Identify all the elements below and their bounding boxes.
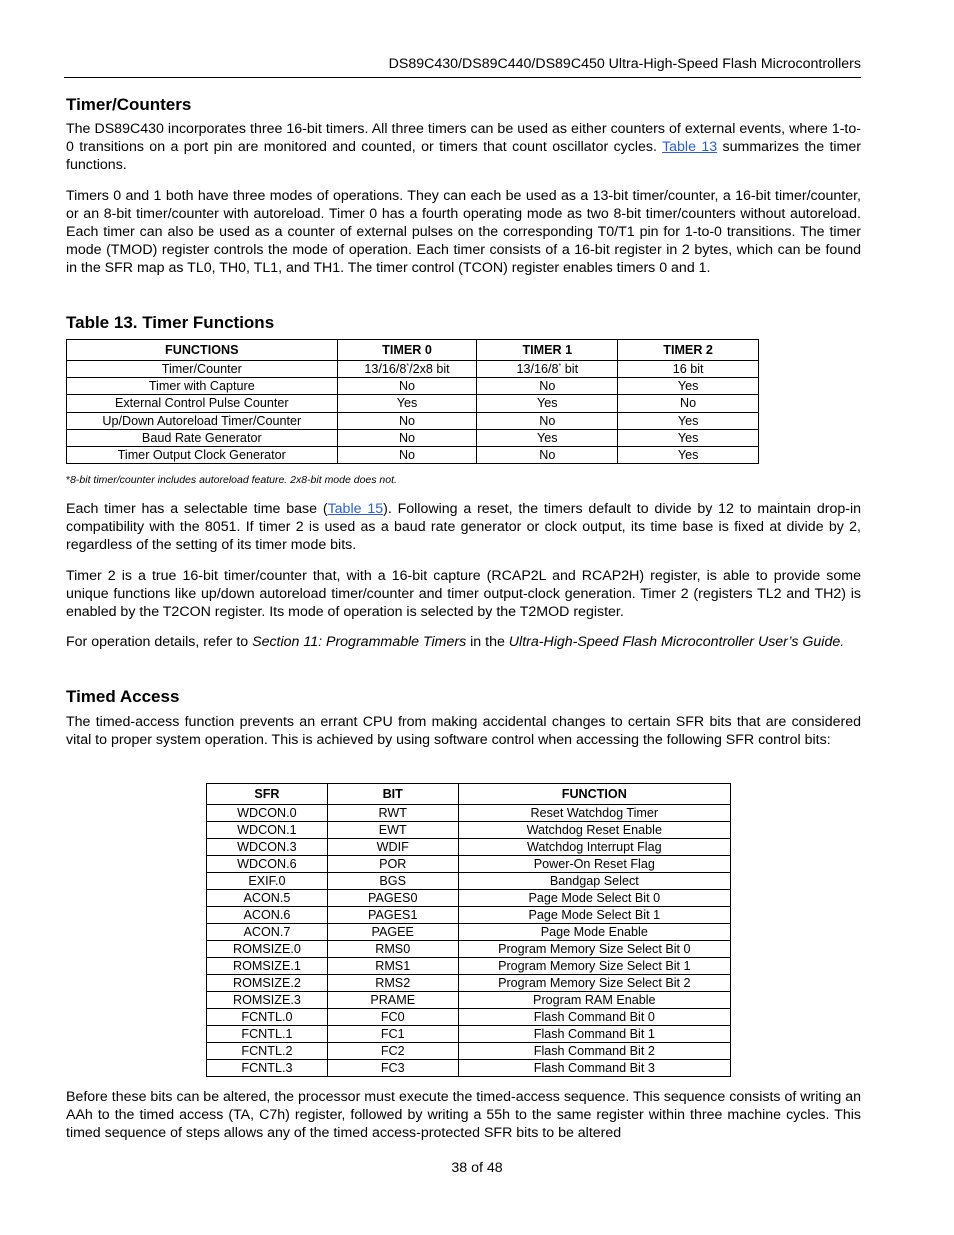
table-cell: Program RAM Enable (458, 992, 730, 1009)
table-cell: Timer/Counter (67, 361, 338, 378)
table-cell: EWT (327, 822, 458, 839)
timer-intro-paragraph (66, 120, 861, 174)
table-row (67, 446, 759, 463)
table-cell: BGS (327, 873, 458, 890)
table-cell: Program Memory Size Select Bit 2 (458, 975, 730, 992)
guide-reference: Ultra-High-Speed Flash Microcontroller User’s Guide. (508, 634, 845, 650)
table-cell: Flash Command Bit 1 (458, 1026, 730, 1043)
table-cell: Bandgap Select (458, 873, 730, 890)
cell-text: 13/16/8 (516, 362, 559, 377)
table-cell: Yes (477, 429, 618, 446)
operation-details-paragraph (66, 633, 861, 651)
section-reference: Section 11: Programmable Timers (252, 634, 467, 650)
table-cell: Page Mode Enable (458, 924, 730, 941)
table-row (207, 992, 731, 1009)
table-row (67, 378, 759, 395)
table-footnote (66, 474, 397, 486)
table-cell: Program Memory Size Select Bit 1 (458, 958, 730, 975)
table-cell: No (618, 395, 759, 412)
table-13-link[interactable]: Table 13 (662, 139, 718, 155)
timer2-paragraph: Timer 2 is a true 16-bit timer/counter that, with a 16-bit capture (RCAP2L and RCAP2H) register, is able to provide some unique functions like up/down autoreload timer/counter and timer output-clock generation. Timer 2 (registers TL2 and TH2) is enabled by the T2CON register. Its mode of operation is selected by the T2MOD register. (66, 568, 861, 620)
table-row (207, 873, 731, 890)
table-15-link[interactable]: Table 15 (327, 501, 384, 517)
table-row (207, 1026, 731, 1043)
table-cell: FC1 (327, 1026, 458, 1043)
table-cell: No (477, 378, 618, 395)
table-row (207, 890, 731, 907)
table-cell: Flash Command Bit 0 (458, 1009, 730, 1026)
table-row (67, 429, 759, 446)
table-cell: WDCON.0 (207, 805, 328, 822)
table-cell: No (337, 446, 477, 463)
timed-access-sequence-paragraph: Before these bits can be altered, the processor must execute the timed-access sequence. This sequence consists of writing an AAh to the timed access (TA, C7h) register, followed by writing a 55h to the same register within three machine cycles. This timed sequence of steps allows any of the timed access-protected SFR bits to be altered (66, 1089, 861, 1141)
table-cell: Yes (618, 378, 759, 395)
table-row (207, 958, 731, 975)
table-cell: Yes (618, 429, 759, 446)
cell-text: /2x8 bit (409, 362, 450, 377)
table-cell: RMS1 (327, 958, 458, 975)
table-row (207, 907, 731, 924)
table-cell: WDCON.1 (207, 822, 328, 839)
table-header-row (207, 784, 731, 805)
table-cell: FC0 (327, 1009, 458, 1026)
table-cell: WDCON.3 (207, 839, 328, 856)
table-cell: FC2 (327, 1043, 458, 1060)
table-cell: ACON.6 (207, 907, 328, 924)
table-cell: 16 bit (618, 361, 759, 378)
column-header: TIMER 0 (337, 340, 477, 361)
table-cell: Timer with Capture (67, 378, 338, 395)
table-row (207, 805, 731, 822)
table-cell: Reset Watchdog Timer (458, 805, 730, 822)
table-cell: Program Memory Size Select Bit 0 (458, 941, 730, 958)
table-row (67, 361, 759, 378)
table-row (207, 1060, 731, 1077)
table-cell: Yes (618, 446, 759, 463)
section-heading-timed-access: Timed Access (66, 687, 180, 706)
text-span: For operation details, refer to (66, 634, 253, 650)
table-cell: Yes (618, 412, 759, 429)
table-cell: Page Mode Select Bit 0 (458, 890, 730, 907)
timer-functions-table (66, 339, 759, 464)
table-cell: PAGES0 (327, 890, 458, 907)
table-cell: ROMSIZE.3 (207, 992, 328, 1009)
table-cell: Up/Down Autoreload Timer/Counter (67, 412, 338, 429)
table-cell: FCNTL.0 (207, 1009, 328, 1026)
cell-text: 13/16/8 (364, 362, 407, 377)
timer-modes-paragraph: Timers 0 and 1 both have three modes of operations. They can each be used as a 13-bit timer/counter, a 16-bit timer/counter, or an 8-bit timer/counter with autoreload. Timer 0 has a fourth operating mode as two 8-bit timer/counters without autoreload. Each timer can also be used as a counter of external pulses on the corresponding T0/T1 pin for 1-to-0 transitions. The timer mode (TMOD) register controls the mode of operation. Each timer consists of a 16-bit register in 2 bytes, which can be found in the SFR map as TL0, TH0, TL1, and TH1. The timer control (TCON) register enables timers 0 and 1. (66, 188, 861, 276)
table-cell: FC3 (327, 1060, 458, 1077)
table-cell: Flash Command Bit 2 (458, 1043, 730, 1060)
table-cell (477, 361, 618, 378)
text-span: Each timer has a selectable time base ( (66, 501, 328, 517)
time-base-paragraph (66, 500, 861, 554)
text-span: The DS89C430 incorporates three 16-bit timers. All three timers can be used as either counters of external events, where 1-to-0 transitions on a port pin are monitored and counted, or timers that count oscillator cycles. (66, 121, 861, 155)
table-cell: ACON.7 (207, 924, 328, 941)
table-header-row (67, 340, 759, 361)
table-cell: RMS0 (327, 941, 458, 958)
cell-text: bit (561, 362, 579, 377)
column-header: FUNCTION (458, 784, 730, 805)
table-cell: WDIF (327, 839, 458, 856)
table-cell: No (337, 412, 477, 429)
table-cell: Yes (337, 395, 477, 412)
table-cell: ROMSIZE.1 (207, 958, 328, 975)
table-row (207, 1009, 731, 1026)
table-cell: External Control Pulse Counter (67, 395, 338, 412)
table-cell: WDCON.6 (207, 856, 328, 873)
table-cell: Watchdog Reset Enable (458, 822, 730, 839)
timed-access-sfr-table (206, 783, 731, 1077)
column-header: TIMER 1 (477, 340, 618, 361)
table-row (207, 941, 731, 958)
table-cell: FCNTL.2 (207, 1043, 328, 1060)
table-cell: EXIF.0 (207, 873, 328, 890)
table-cell (337, 361, 477, 378)
table-row (207, 975, 731, 992)
table-cell: PAGEE (327, 924, 458, 941)
table-cell: PRAME (327, 992, 458, 1009)
table-cell: No (337, 378, 477, 395)
table-row (207, 924, 731, 941)
footnote-marker: * (406, 362, 410, 370)
table-cell: RMS2 (327, 975, 458, 992)
table-cell: Baud Rate Generator (67, 429, 338, 446)
table-cell: ROMSIZE.2 (207, 975, 328, 992)
footnote-text: 8-bit timer/counter includes autoreload feature. 2x8-bit mode does not. (70, 474, 397, 486)
running-header: DS89C430/DS89C440/DS89C450 Ultra-High-Speed Flash Microcontrollers (64, 55, 861, 78)
table-cell: Flash Command Bit 3 (458, 1060, 730, 1077)
table-cell: No (477, 446, 618, 463)
table-cell: ACON.5 (207, 890, 328, 907)
table-row (67, 395, 759, 412)
timed-access-intro-paragraph: The timed-access function prevents an errant CPU from making accidental changes to certain SFR bits that are considered vital to proper system operation. This is achieved by using software control when accessing the following SFR control bits: (66, 714, 861, 748)
column-header: BIT (327, 784, 458, 805)
table-cell: No (477, 412, 618, 429)
footnote-marker: * (558, 362, 562, 370)
column-header: SFR (207, 784, 328, 805)
table-13-caption: Table 13. Timer Functions (66, 313, 275, 332)
table-cell: Watchdog Interrupt Flag (458, 839, 730, 856)
table-cell: Yes (477, 395, 618, 412)
column-header: FUNCTIONS (67, 340, 338, 361)
table-cell: Timer Output Clock Generator (67, 446, 338, 463)
section-heading-timer-counters: Timer/Counters (66, 95, 192, 114)
table-row (207, 856, 731, 873)
table-cell: Page Mode Select Bit 1 (458, 907, 730, 924)
column-header: TIMER 2 (618, 340, 759, 361)
table-cell: PAGES1 (327, 907, 458, 924)
text-span: in the (466, 634, 509, 650)
table-cell: POR (327, 856, 458, 873)
table-row (67, 412, 759, 429)
table-cell: ROMSIZE.0 (207, 941, 328, 958)
table-row (207, 822, 731, 839)
table-cell: Power-On Reset Flag (458, 856, 730, 873)
page-number: 38 of 48 (451, 1160, 503, 1176)
table-cell: FCNTL.3 (207, 1060, 328, 1077)
table-cell: No (337, 429, 477, 446)
text-span: ). Following a reset, the timers default to divide by 12 to maintain drop-in compatibility with the 8051. If timer 2 is used as a baud rate generator or clock output, its time base is fixed at divide by 2, regardless of the setting of its timer mode bits. (66, 501, 862, 553)
table-row (207, 839, 731, 856)
text-span: summarizes the timer functions. (66, 139, 861, 173)
footnote-marker: * (66, 474, 71, 486)
table-cell: FCNTL.1 (207, 1026, 328, 1043)
table-row (207, 1043, 731, 1060)
table-cell: RWT (327, 805, 458, 822)
